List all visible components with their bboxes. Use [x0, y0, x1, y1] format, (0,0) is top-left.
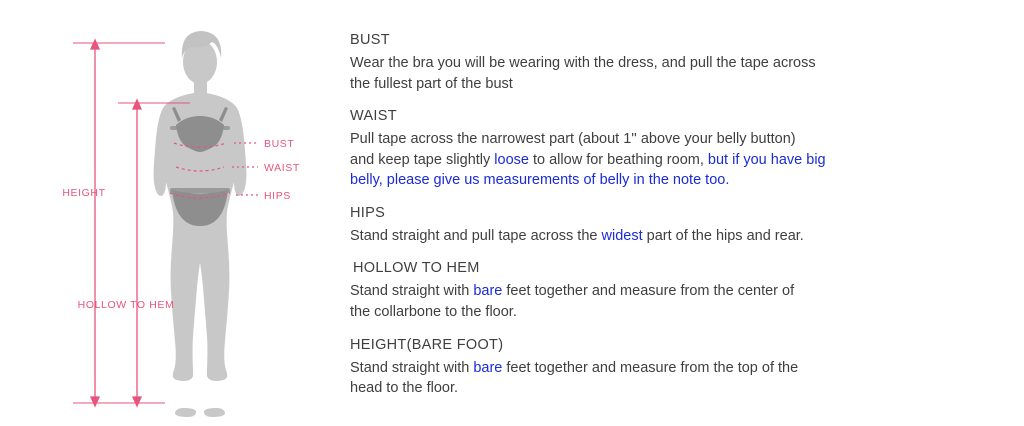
highlight-run: belly, please give us measurements of belly in the note too.: [350, 172, 730, 189]
instruction-section-height: [350, 337, 1010, 399]
instruction-section-hips: [350, 205, 1010, 247]
text-run: to allow for beathing room,: [528, 151, 708, 168]
height-heading: HEIGHT(BARE FOOT): [350, 336, 504, 353]
highlight-run: but if you have big: [707, 151, 826, 168]
bust-body: [350, 53, 1010, 94]
highlight-run: widest: [601, 227, 643, 244]
instruction-section-waist: [350, 108, 1010, 191]
hips-heading: HIPS: [350, 204, 386, 221]
measurement-diagram: [0, 0, 340, 426]
height-measure-label: HEIGHT: [62, 187, 106, 199]
text-line: [350, 358, 1010, 379]
text-run: feet together and measure from the center of: [502, 283, 795, 300]
height-arrow: [73, 40, 165, 406]
hollow-to-hem-heading: HOLLOW TO HEM: [353, 260, 480, 277]
text-run: Pull tape across the narrowest part (about 1'' above your belly button): [350, 131, 796, 148]
text-line: [350, 74, 1010, 95]
text-line: [350, 150, 1010, 171]
text-run: the collarbone to the floor.: [350, 304, 517, 321]
text-run: Stand straight with: [350, 283, 474, 300]
text-run: Stand straight with: [350, 359, 474, 376]
highlight-run: loose: [494, 151, 529, 168]
text-line: [350, 53, 1010, 74]
text-run: part of the hips and rear.: [642, 227, 804, 244]
highlight-run: bare: [473, 283, 503, 300]
waist-heading: WAIST: [350, 108, 397, 125]
measurement-instructions: [350, 32, 1010, 399]
waist-body: [350, 129, 1010, 191]
highlight-run: bare: [473, 359, 503, 376]
text-run: Wear the bra you will be wearing with the dress, and pull the tape across: [350, 55, 816, 71]
bust-heading: BUST: [350, 32, 390, 48]
waist-callout-label: WAIST: [264, 162, 300, 174]
text-run: head to the floor.: [350, 380, 459, 397]
text-line: [350, 129, 1010, 150]
height-body: [350, 358, 1010, 399]
text-line: [350, 378, 1010, 399]
instruction-section-bust: [350, 32, 1010, 94]
instruction-section-hollow-to-hem: [350, 260, 1010, 322]
text-run: feet together and measure from the top of the: [502, 359, 799, 376]
text-line: [350, 302, 1010, 323]
hips-callout-label: HIPS: [264, 190, 291, 202]
text-run: the fullest part of the bust: [350, 75, 513, 92]
body-figure-illustration: [0, 0, 340, 426]
text-line: [350, 226, 1010, 247]
text-run: Stand straight and pull tape across the: [350, 227, 602, 244]
text-line: [350, 170, 1010, 191]
hollow-to-hem-measure-label: HOLLOW TO HEM: [77, 299, 175, 311]
hips-body: [350, 226, 1010, 247]
text-run: and keep tape slightly: [350, 151, 495, 168]
hollow-to-hem-body: [350, 281, 1010, 322]
bust-callout-label: BUST: [264, 138, 295, 150]
text-line: [350, 281, 1010, 302]
